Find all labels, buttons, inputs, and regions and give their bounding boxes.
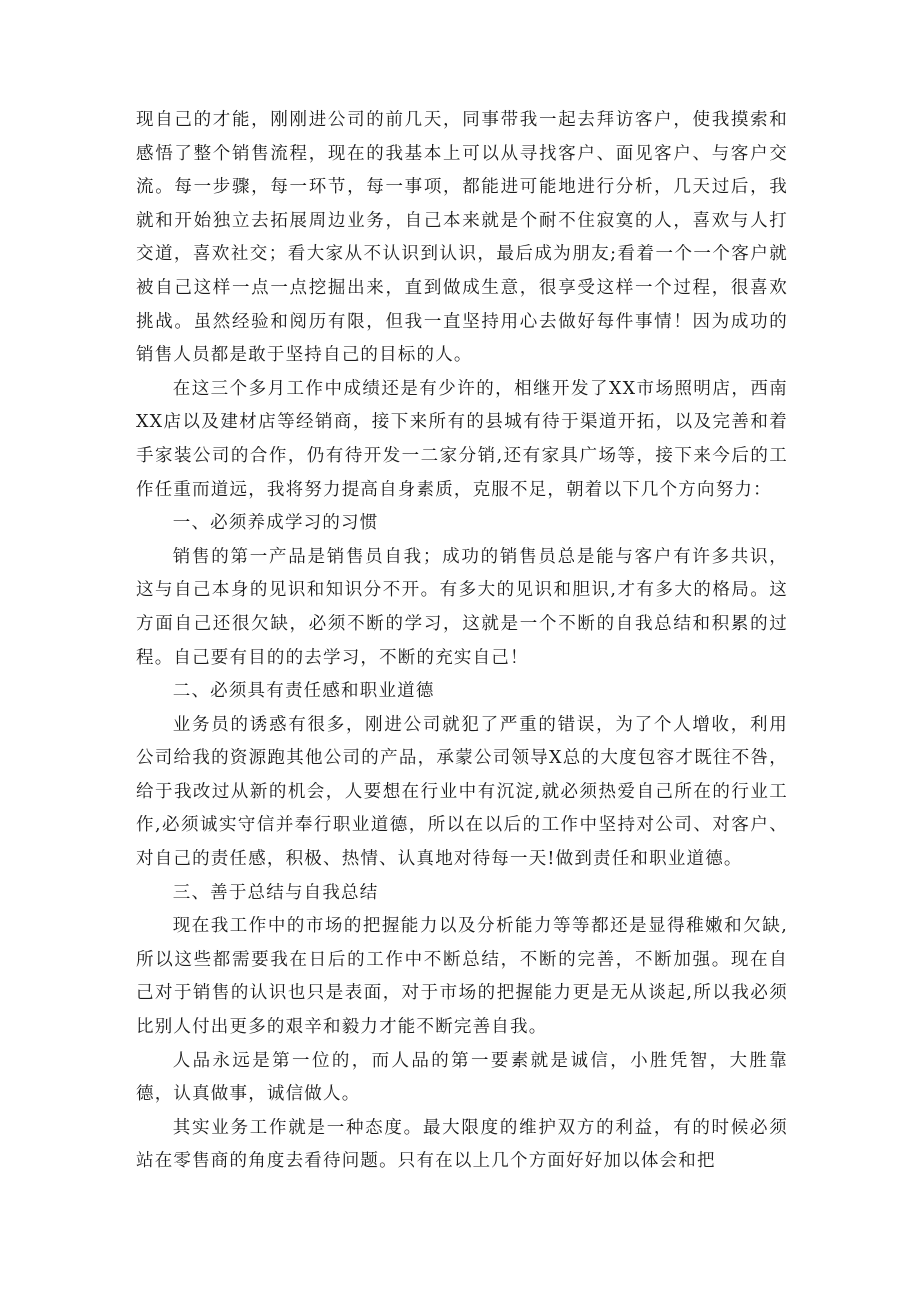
paragraph-2: 在这三个多月工作中成绩还是有少许的，相继开发了XX市场照明店，西南XX店以及建材店等经销商，接下来所有的县城有待于渠道开拓，以及完善和着手家装公司的合作，仍有待开发一二家分销,还有家具广场等，接下来今后的工作任重而道远，我将努力提高自身素质，克服不足，朝着以下几个方向努力：: [136, 378, 788, 500]
paragraph-1: 现自己的才能，刚刚进公司的前几天，同事带我一起去拜访客户，使我摸索和感悟了整个销售流程，现在的我基本上可以从寻找客户、面见客户、与客户交流。每一步骤，每一环节，每一事项，都能进可能地进行分析，几天过后，我就和开始独立去拓展周边业务，自己本来就是个耐不住寂寞的人，喜欢与人打交道，喜欢社交；看大家从不认识到认识，最后成为朋友;看着一个一个客户就被自己这样一点一点挖掘出来，直到做成生意，很享受这样一个过程，很喜欢挑战。虽然经验和阅历有限，但我一直坚持用心去做好每件事情！因为成功的销售人员都是敢于坚持自己的目标的人。: [136, 110, 788, 366]
paragraph-6: 人品永远是第一位的，而人品的第一要素就是诚信，小胜凭智，大胜靠德，认真做事，诚信做人。: [136, 1050, 788, 1105]
document-body: [136, 104, 788, 1179]
paragraph-5: 现在我工作中的市场的把握能力以及分析能力等等都还是显得稚嫩和欠缺,所以这些都需要我在日后的工作中不断总结，不断的完善，不断加强。现在自己对于销售的认识也只是表面，对于市场的把握能力更是无从谈起,所以我必须比别人付出更多的艰辛和毅力才能不断完善自我。: [136, 916, 788, 1038]
section-heading-1: 一、必须养成学习的习惯: [172, 513, 379, 534]
section-heading-3: 三、善于总结与自我总结: [172, 882, 379, 903]
paragraph-7: 其实业务工作就是一种态度。最大限度的维护双方的利益，有的时候必须站在零售商的角度去看待问题。只有在以上几个方面好好加以体会和把: [136, 1117, 788, 1172]
paragraph-3: 销售的第一产品是销售员自我；成功的销售员总是能与客户有许多共识，这与自己本身的见识和知识分不开。有多大的见识和胆识,才有多大的格局。这方面自己还很欠缺，必须不断的学习，这就是一个不断的自我总结和积累的过程。自己要有目的的去学习，不断的充实自己！: [136, 546, 788, 668]
paragraph-4: 业务员的诱惑有很多，刚进公司就犯了严重的错误，为了个人增收，利用公司给我的资源跑其他公司的产品，承蒙公司领导X总的大度包容才既往不咎，给于我改过从新的机会，人要想在行业中有沉淀,就必须热爱自己所在的行业工作,必须诚实守信并奉行职业道德，所以在以后的工作中坚持对公司、对客户、对自己的责任感，积极、热情、认真地对待每一天!做到责任和职业道德。: [136, 714, 788, 870]
section-heading-2: 二、必须具有责任感和职业道德: [172, 681, 435, 702]
